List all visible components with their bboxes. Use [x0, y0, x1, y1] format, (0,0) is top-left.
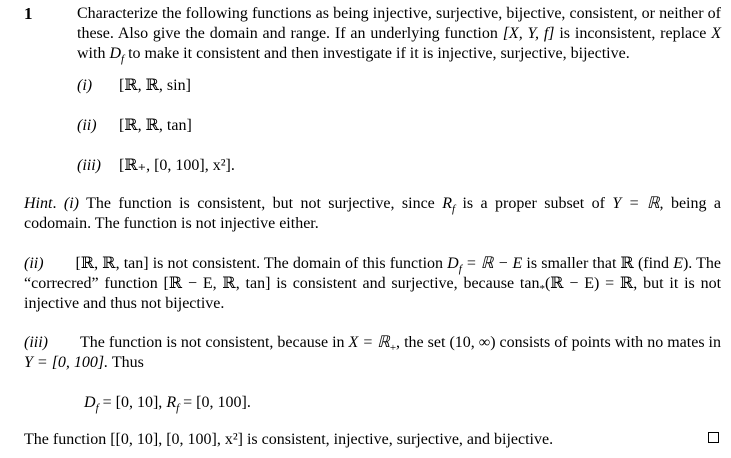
problem-statement: Characterize the following functions as being injective, surjective, bijective, consistent, or neither of these. Also give the domain and range. If an underlying function [X, Y, f] is inconsistent, replace X with $D_f$ to make it consistent and then investigate if it is injective, surjective, bijective.	[77, 5, 721, 66]
list-item: (ii) [ℝ, ℝ, tan]	[77, 117, 192, 134]
qed-square-icon	[708, 432, 719, 443]
problem-number: 1	[24, 4, 33, 23]
item-expression: [ℝ₊, [0, 100], x²].	[119, 157, 235, 174]
list-item: (i) [ℝ, ℝ, sin]	[77, 77, 191, 94]
part-iii-paragraph: (iii) The function is not consistent, because in X = ℝ$_+$, the set (10, ∞) consists of points with no mates in Y = [0, 100]. Thus	[24, 334, 722, 371]
conclusion-paragraph: The function [[0, 10], [0, 100], x²] is consistent, injective, surjective, and bijective.	[24, 431, 554, 448]
item-expression: [ℝ, ℝ, tan]	[119, 117, 192, 134]
hint-paragraph: Hint. (i) The function is consistent, but not surjective, since $R_f$ is a proper subset of Y = ℝ, being a codomain. The function is not injective either.	[24, 195, 722, 232]
item-expression: [ℝ, ℝ, sin]	[119, 77, 191, 94]
part-ii-paragraph: (ii) [ℝ, ℝ, tan] is not consistent. The domain of this function $D_f$ = ℝ − E is smaller that ℝ (find E). The “correcred” function [ℝ − E, ℝ, tan] is consistent and surjective, because $\tan_*(ℝ - E)$ = ℝ, but it is not injective and thus not bijective.	[24, 255, 722, 312]
display-formula: $D_f = [0$, 10], $R_f = [0$, 100].	[84, 394, 251, 415]
list-item: (iii) [ℝ₊, [0, 100], x²].	[77, 157, 235, 174]
